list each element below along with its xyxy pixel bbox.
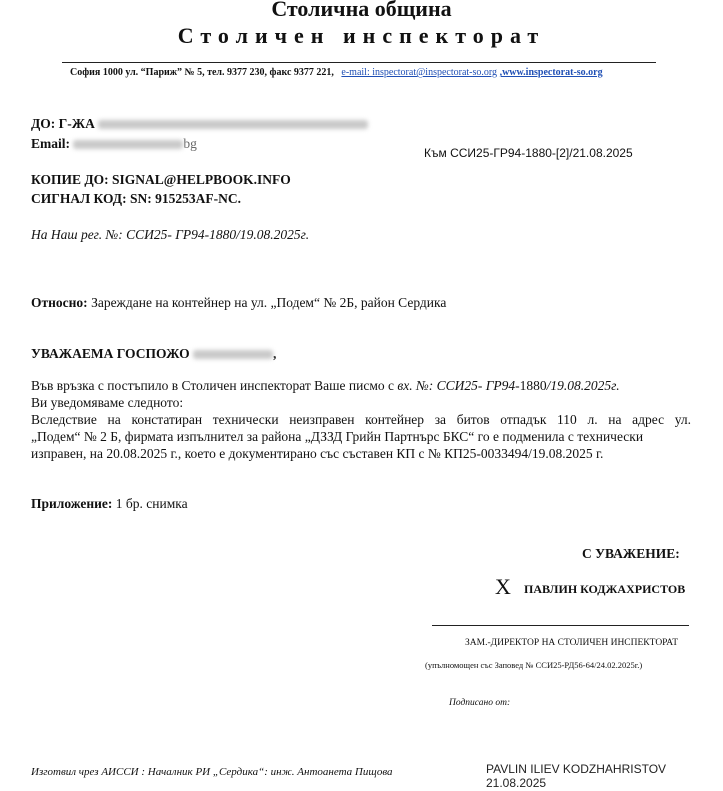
salutation-line: УВАЖАЕМА ГОСПОЖО , <box>31 346 277 361</box>
email-label: Email: <box>31 136 70 151</box>
header-divider <box>62 62 656 63</box>
recipient-email-line <box>31 136 197 152</box>
authorization-note: (упълномощен със Заповед № ССИ25-РД56-64/24.02.2025г.) <box>425 660 643 670</box>
header-address <box>70 67 603 78</box>
digital-signature-name: PAVLIN ILIEV KODZHAHRISTOV <box>486 762 667 776</box>
body-text: Във връзка с постъпило в Столичен инспекторат Ваше писмо с <box>31 378 395 393</box>
body-ref: вх. №: ССИ25- ГР94- <box>397 378 520 393</box>
subject-label: Относно: <box>31 295 88 310</box>
body-ref-date: /19.08.2025г. <box>546 378 620 393</box>
email-link[interactable]: e-mail: inspectorat@inspectorat-so.org <box>341 67 498 78</box>
signature-line <box>432 625 689 626</box>
body-line-3: Вследствие на констатиран технически неизправен контейнер за битов отпадък 110 л. на адрес ул. <box>31 412 691 427</box>
salutation: УВАЖАЕМА ГОСПОЖО <box>31 346 190 361</box>
attachment-label: Приложение: <box>31 496 113 511</box>
signal-code: СИГНАЛ КОД: SN: 915253AF-NC. <box>31 191 241 206</box>
body-line-1 <box>31 378 620 394</box>
redacted-name <box>98 120 368 129</box>
institution-subtitle: Столичен инспекторат <box>177 23 546 48</box>
redacted-surname <box>193 350 273 359</box>
subject-line <box>31 295 446 311</box>
institution-title: Столична община <box>271 0 452 21</box>
digital-signature-date: 21.08.2025 <box>486 776 547 790</box>
body-line-5: изправен, на 20.08.2025 г., което е документирано със съставен КП с № КП25-0033494/19.08.2025 г. <box>31 446 604 461</box>
closing-regards: С УВАЖЕНИЕ: <box>582 546 680 561</box>
signer-position: ЗАМ.-ДИРЕКТОР НА СТОЛИЧЕН ИНСПЕКТОРАТ <box>465 638 679 648</box>
copy-to: КОПИЕ ДО: SIGNAL@HELPBOOK.INFO <box>31 172 291 187</box>
website-link[interactable]: ,www.inspectorat-so.org <box>499 67 603 78</box>
address-text: София 1000 ул. “Париж” № 5, тел. 9377 230, факс 9377 221, <box>70 67 334 78</box>
recipient-line <box>31 116 368 132</box>
attachment-text: 1 бр. снимка <box>115 496 188 511</box>
email-tail: bg <box>183 136 197 151</box>
signature-x-mark: X <box>495 574 511 599</box>
signer-name: ПАВЛИН КОДЖАХРИСТОВ <box>524 582 686 596</box>
reference-number: Към ССИ25-ГР94-1880-[2]/21.08.2025 <box>424 146 633 160</box>
prepared-by: Изготвил чрез АИССИ : Началник РИ „Сердика“: инж. Антоанета Пищова <box>31 766 393 778</box>
attachment-line <box>31 496 188 512</box>
our-registration: На Наш рег. №: ССИ25- ГР94-1880/19.08.2025г. <box>31 227 310 242</box>
subject-text: Зареждане на контейнер на ул. „Подем“ № 2Б, район Сердика <box>91 295 447 310</box>
body-line-2: Ви уведомяваме следното: <box>31 395 184 410</box>
body-ref-number: 1880 <box>519 378 547 393</box>
signed-by-label: Подписано от: <box>449 698 511 708</box>
redacted-email <box>73 140 183 149</box>
to-label: ДО: Г-ЖА <box>31 116 95 131</box>
body-line-4: „Подем“ № 2 Б, фирмата изпълнител за района „ДЗЗД Грийн Партнърс БКС“ го е подменила с технически <box>31 429 644 444</box>
